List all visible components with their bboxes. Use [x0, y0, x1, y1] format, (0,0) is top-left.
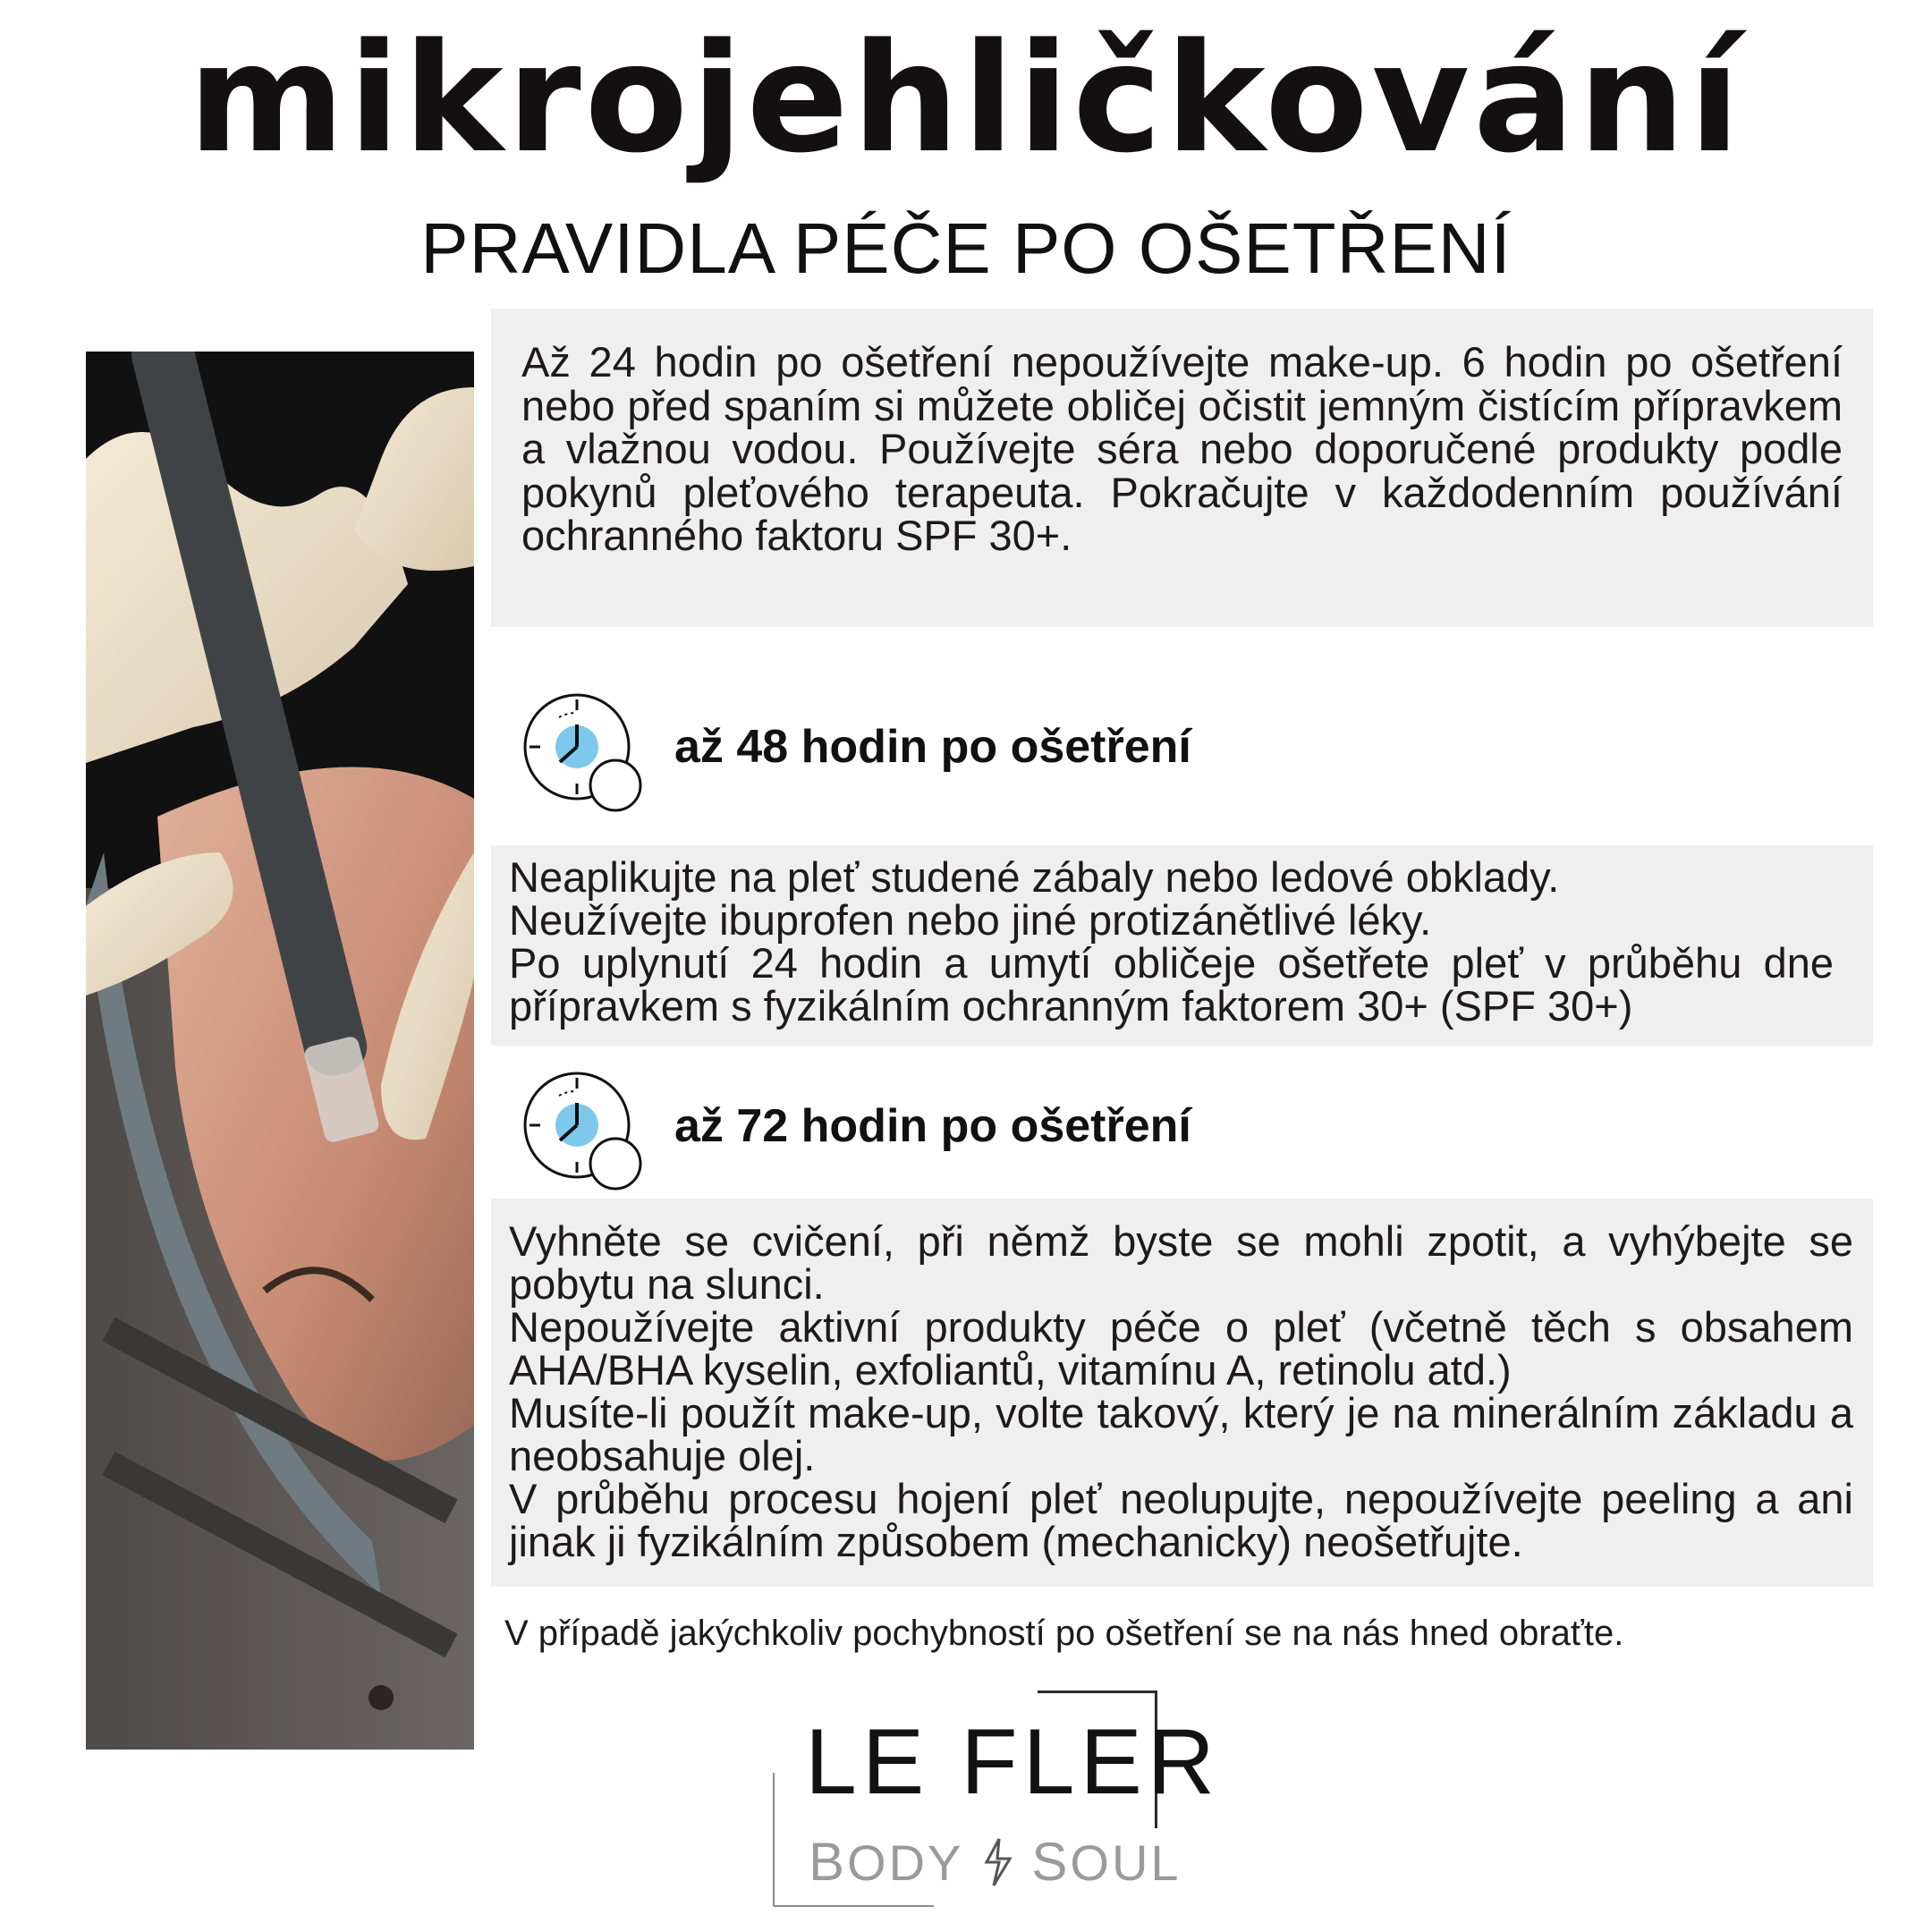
section-line: Neaplikujte na pleť studené zábaly nebo ledové obklady.: [509, 853, 1560, 901]
logo-frame-left: [773, 1773, 775, 1907]
page-subtitle: PRAVIDLA PÉČE PO OŠETŘENÍ: [420, 208, 1512, 288]
logo-main-text: LE FLER: [805, 1710, 1220, 1814]
section-heading-72h: až 72 hodin po ošetření: [674, 1100, 1191, 1152]
section-line: Musíte-li použít make-up, volte takový, který je na minerálním základu a neobsahuje olej.: [509, 1389, 1853, 1479]
intro-box: [491, 309, 1873, 627]
section-line: Po uplynutí 24 hodin a umytí obličeje ošetřete pleť v průběhu dne přípravkem s fyzikálním ochranným faktorem 30+ (SPF 30+): [509, 939, 1834, 1030]
section-heading-48h: až 48 hodin po ošetření: [674, 721, 1191, 773]
logo-sub-rest: ODY: [847, 1835, 964, 1891]
section-line: Nepoužívejte aktivní produkty péče o pleť (včetně těch s obsahem AHA/BHA kyselin, exfoliantů, vitamínu A, retinolu atd.): [509, 1303, 1853, 1394]
page-title: mikrojehličkování: [188, 11, 1744, 186]
section-box-48h: [491, 845, 1873, 1046]
section-box-72h: [491, 1199, 1873, 1587]
logo-sub-text: [809, 1832, 1182, 1892]
logo-sub-cap: B: [809, 1832, 848, 1892]
logo-frame-bottom: [773, 1905, 934, 1907]
clock-icon: [519, 1067, 653, 1201]
logo-sub-rest: OUL: [1070, 1835, 1182, 1891]
logo-sub-cap: S: [1031, 1832, 1071, 1892]
section-line: V průběhu procesu hojení pleť neolupujte, nepoužívejte peeling a ani jinak ji fyzikálním způsobem (mechanicky) neošetřujte.: [509, 1475, 1853, 1565]
bolt-icon: [979, 1835, 1015, 1889]
intro-text: Až 24 hodin po ošetření nepoužívejte make-up. 6 hodin po ošetření nebo před spaním si můžete obličej očistit jemným čistícím přípravkem a vlažnou vodou. Používejte séra nebo doporučené produkty podle pokynů pleťového terapeuta. Pokračujte v každodenním používání ochranného faktoru SPF 30+.: [521, 338, 1843, 559]
footer-note: V případě jakýchkoliv pochybností po ošetření se na nás hned obraťte.: [504, 1614, 1624, 1653]
treatment-photo: [86, 352, 474, 1750]
section-line: Neužívejte ibuprofen nebo jiné protizánětlivé léky.: [509, 896, 1432, 944]
section-line: Vyhněte se cvičení, při němž byste se mohli zpotit, a vyhýbejte se pobytu na slunci.: [509, 1217, 1853, 1308]
clock-icon: [519, 689, 653, 823]
logo-frame-top: [1038, 1690, 1157, 1693]
